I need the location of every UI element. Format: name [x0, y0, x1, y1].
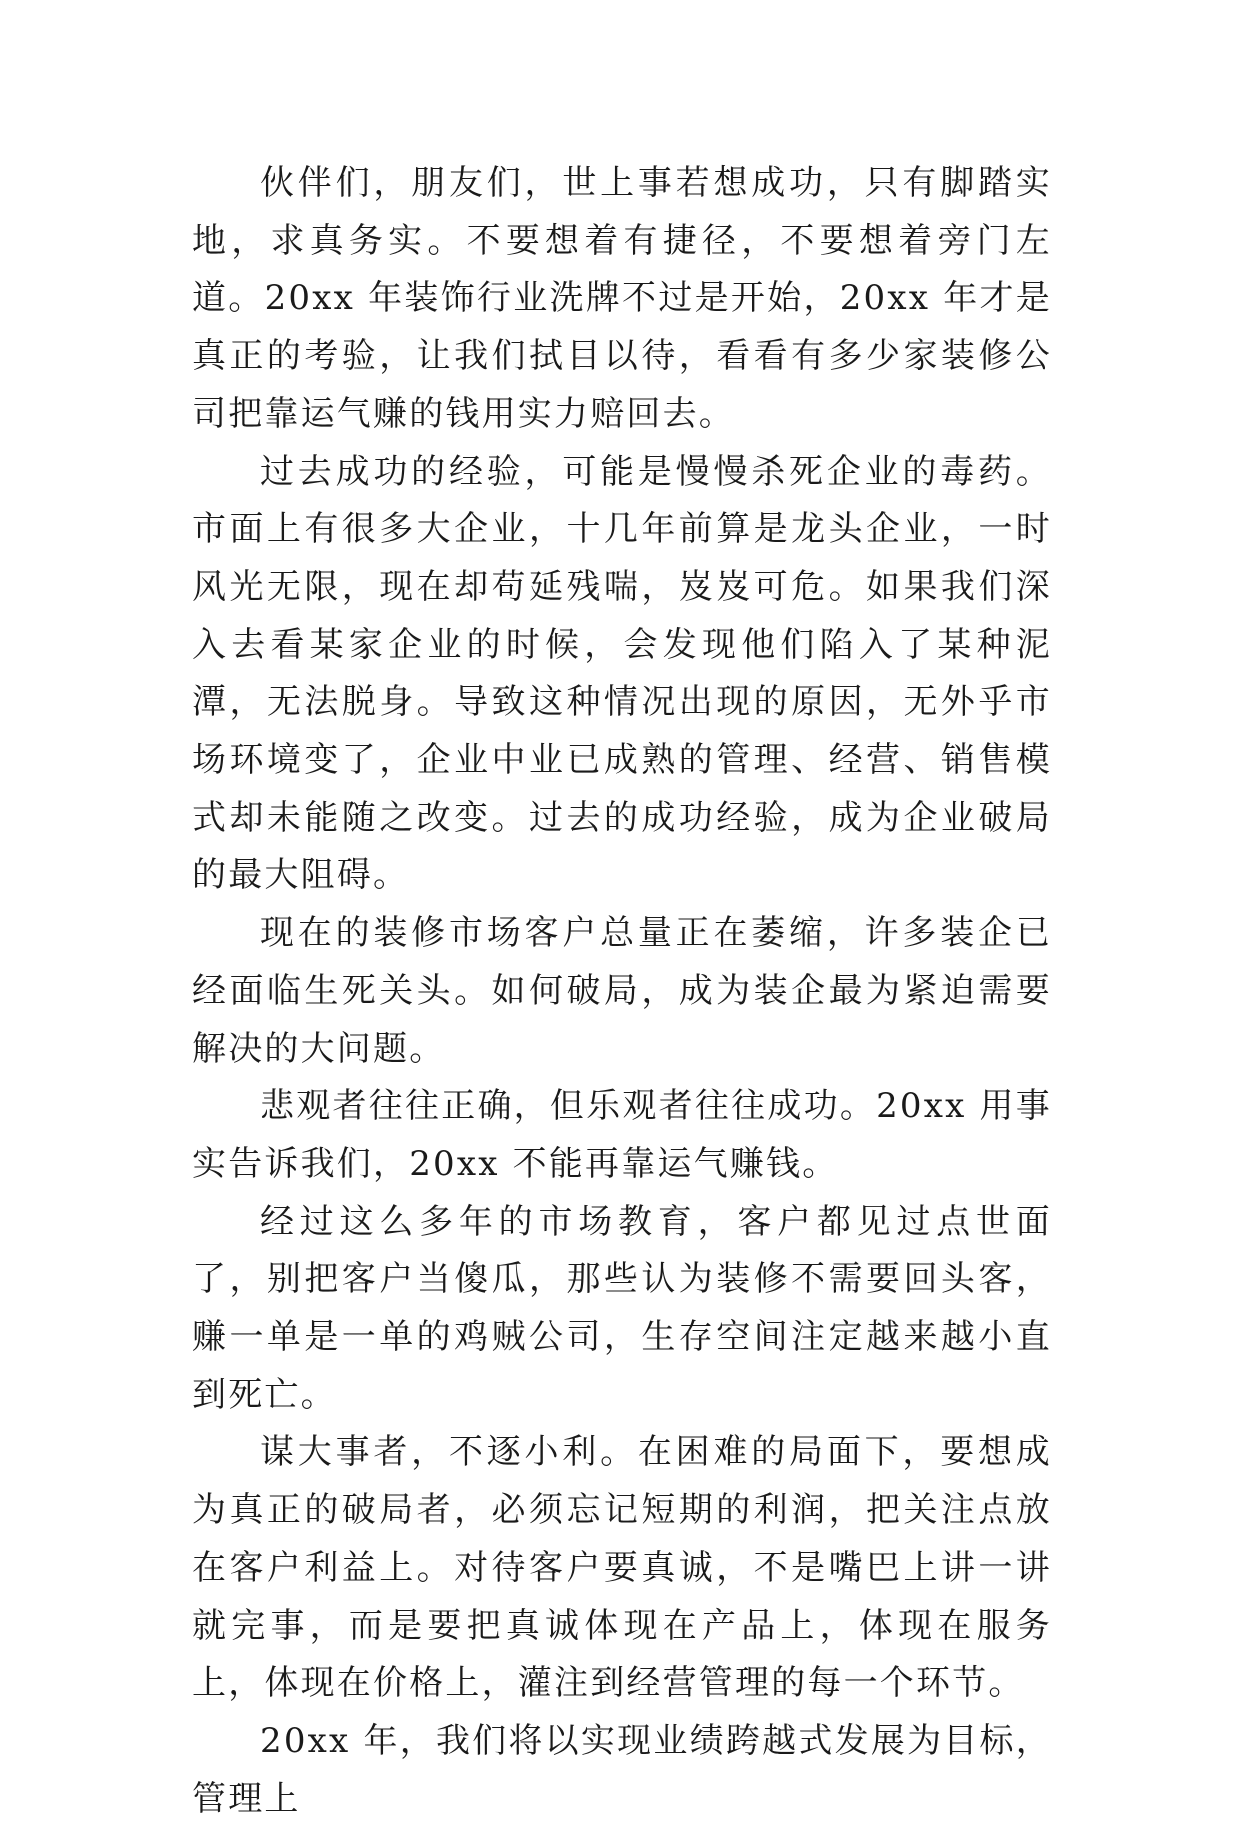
paragraph-3: 现在的装修市场客户总量正在萎缩，许多装企已经面临生死关头。如何破局，成为装企最为紧迫需要解决的大问题。 [192, 913, 1052, 1069]
paragraph-1: 伙伴们，朋友们，世上事若想成功，只有脚踏实地，求真务实。不要想着有捷径，不要想着旁门左道。20xx 年装饰行业洗牌不过是开始，20xx 年才是真正的考验，让我们拭目以待，看看有多少家装修公司把靠运气赚的钱用实力赔回去。 [192, 163, 1052, 434]
paragraph-7: 20xx 年，我们将以实现业绩跨越式发展为目标，管理上 [192, 1720, 1052, 1819]
paragraph-5: 经过这么多年的市场教育，客户都见过点世面了，别把客户当傻瓜，那些认为装修不需要回头客，赚一单是一单的鸡贼公司，生存空间注定越来越小直到死亡。 [192, 1201, 1052, 1415]
paragraph-2: 过去成功的经验，可能是慢慢杀死企业的毒药。市面上有很多大企业，十几年前算是龙头企业，一时风光无限，现在却苟延残喘，岌岌可危。如果我们深入去看某家企业的时候，会发现他们陷入了某种泥潭，无法脱身。导致这种情况出现的原因，无外乎市场环境变了，企业中业已成熟的管理、经营、销售模式却未能随之改变。过去的成功经验，成为企业破局的最大阻碍。 [192, 451, 1052, 896]
document-body [192, 155, 1052, 1828]
paragraph-4: 悲观者往往正确，但乐观者往往成功。20xx 用事实告诉我们，20xx 不能再靠运气赚钱。 [192, 1086, 1052, 1184]
paragraph-6: 谋大事者，不逐小利。在困难的局面下，要想成为真正的破局者，必须忘记短期的利润，把关注点放在客户利益上。对待客户要真诚，不是嘴巴上讲一讲就完事，而是要把真诚体现在产品上，体现在服务上，体现在价格上，灌注到经营管理的每一个环节。 [192, 1432, 1052, 1704]
